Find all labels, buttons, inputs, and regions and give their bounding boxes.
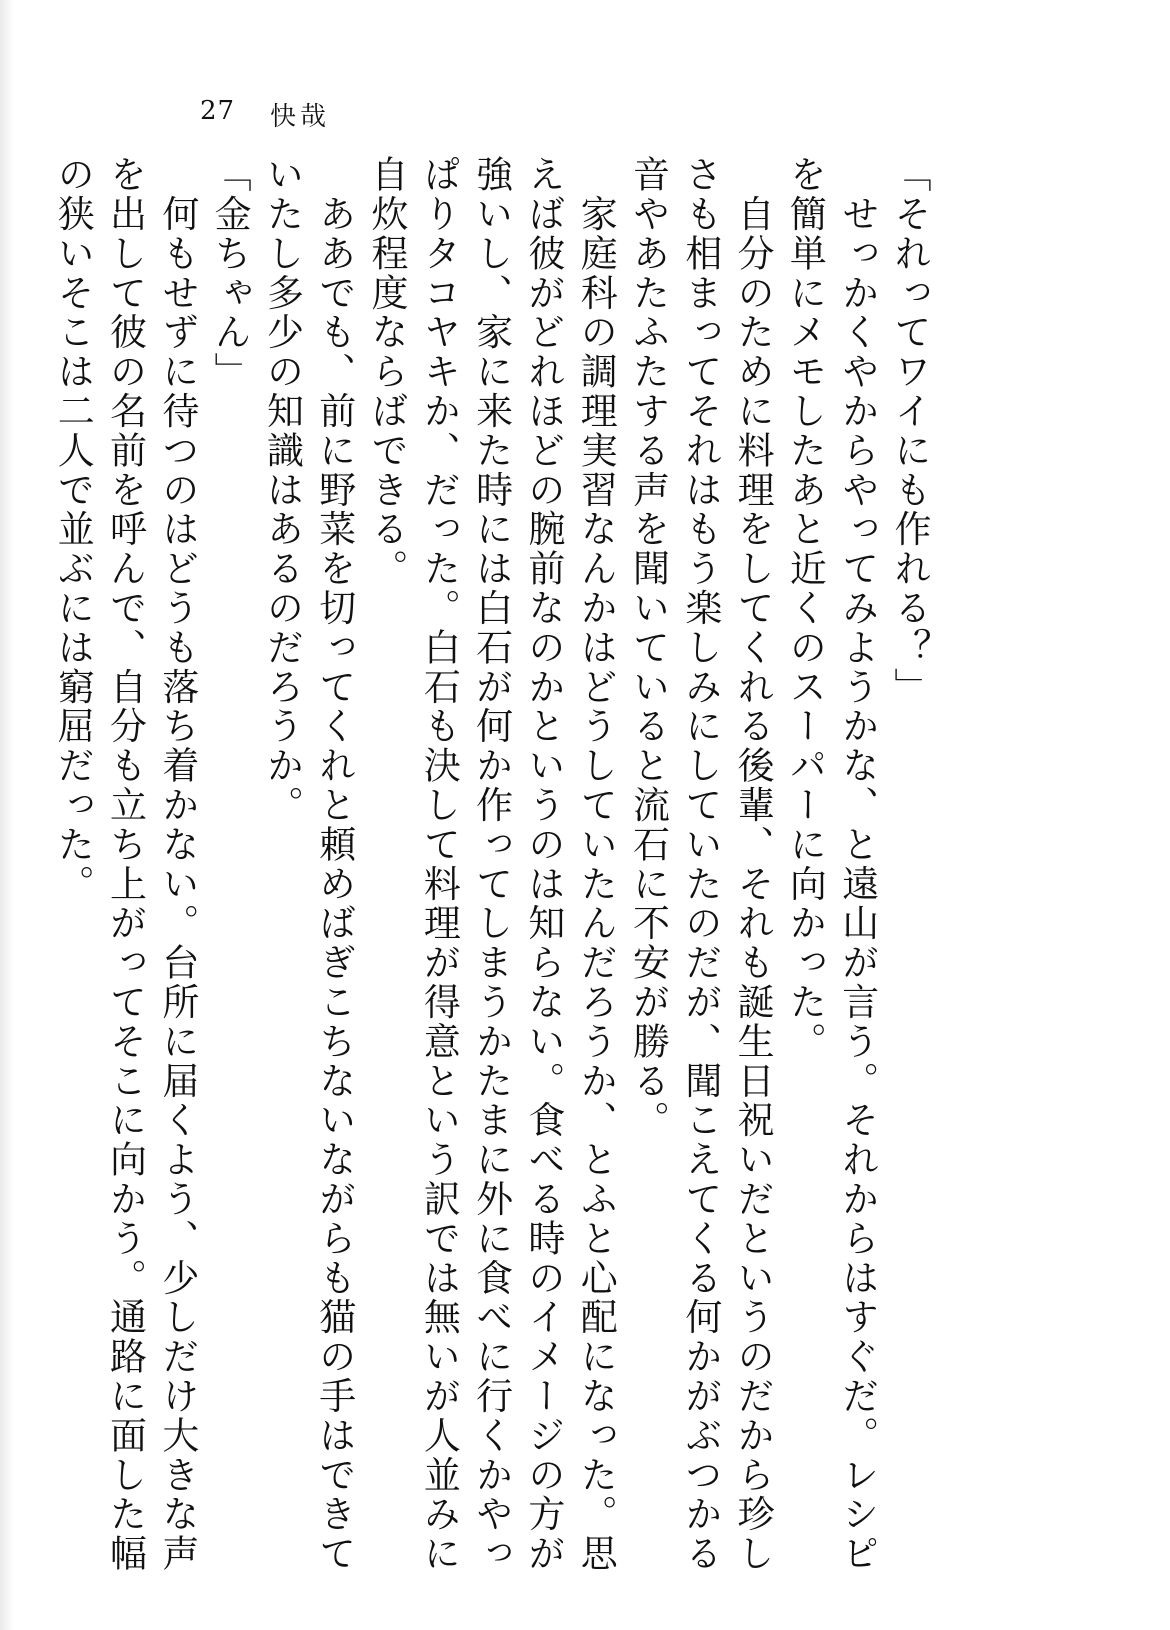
paragraph: ああでも、前に野菜を切ってくれと頼めばぎこちないながらも猫の手はできていたし多少の知識はあるのだろうか。	[260, 155, 356, 1574]
page-number: 27	[200, 96, 236, 126]
paragraph: せっかくやからやってみようかな、と遠山が言う。それからはすぐだ。レシピを簡単にメモしたあと近くのスーパーに向かった。	[783, 155, 879, 1574]
paragraph: 自分のために料理をしてくれる後輩、それも誕生日祝いだというのだから珍しさも相まってそれはもう楽しみにしていたのだが、聞こえてくる何かがぶつかる音やあたふたする声を聞いていると流石に不安が勝る。	[626, 155, 775, 1574]
page-edge-shadow	[0, 0, 14, 1630]
chapter-title: 快哉	[270, 102, 331, 132]
paragraph: 何もせずに待つのはどうも落ち着かない。台所に届くよう、少しだけ大きな声を出して彼の名前を呼んで、自分も立ち上がってそこに向かう。通路に面した幅の狭いそこは二人で並ぶには窮屈だった。	[51, 155, 199, 1574]
body-text	[51, 155, 935, 1575]
paragraph: 「金ちゃん」	[208, 155, 252, 392]
paragraph: 家庭科の調理実習なんかはどうしていたんだろうか、とふと心配になった。思えば彼がどれほどの腕前なのかというのは知らない。食べる時のイメージの方が強いし、家に来た時には白石が何か作ってしまうかたまに外に食べに行くかやっぱりタコヤキか、だった。白石も決して料理が得意という訳では無いが人並みに自炊程度ならばできる。	[365, 155, 618, 1574]
paragraph: 「それってワイにも作れる？」	[888, 155, 931, 707]
